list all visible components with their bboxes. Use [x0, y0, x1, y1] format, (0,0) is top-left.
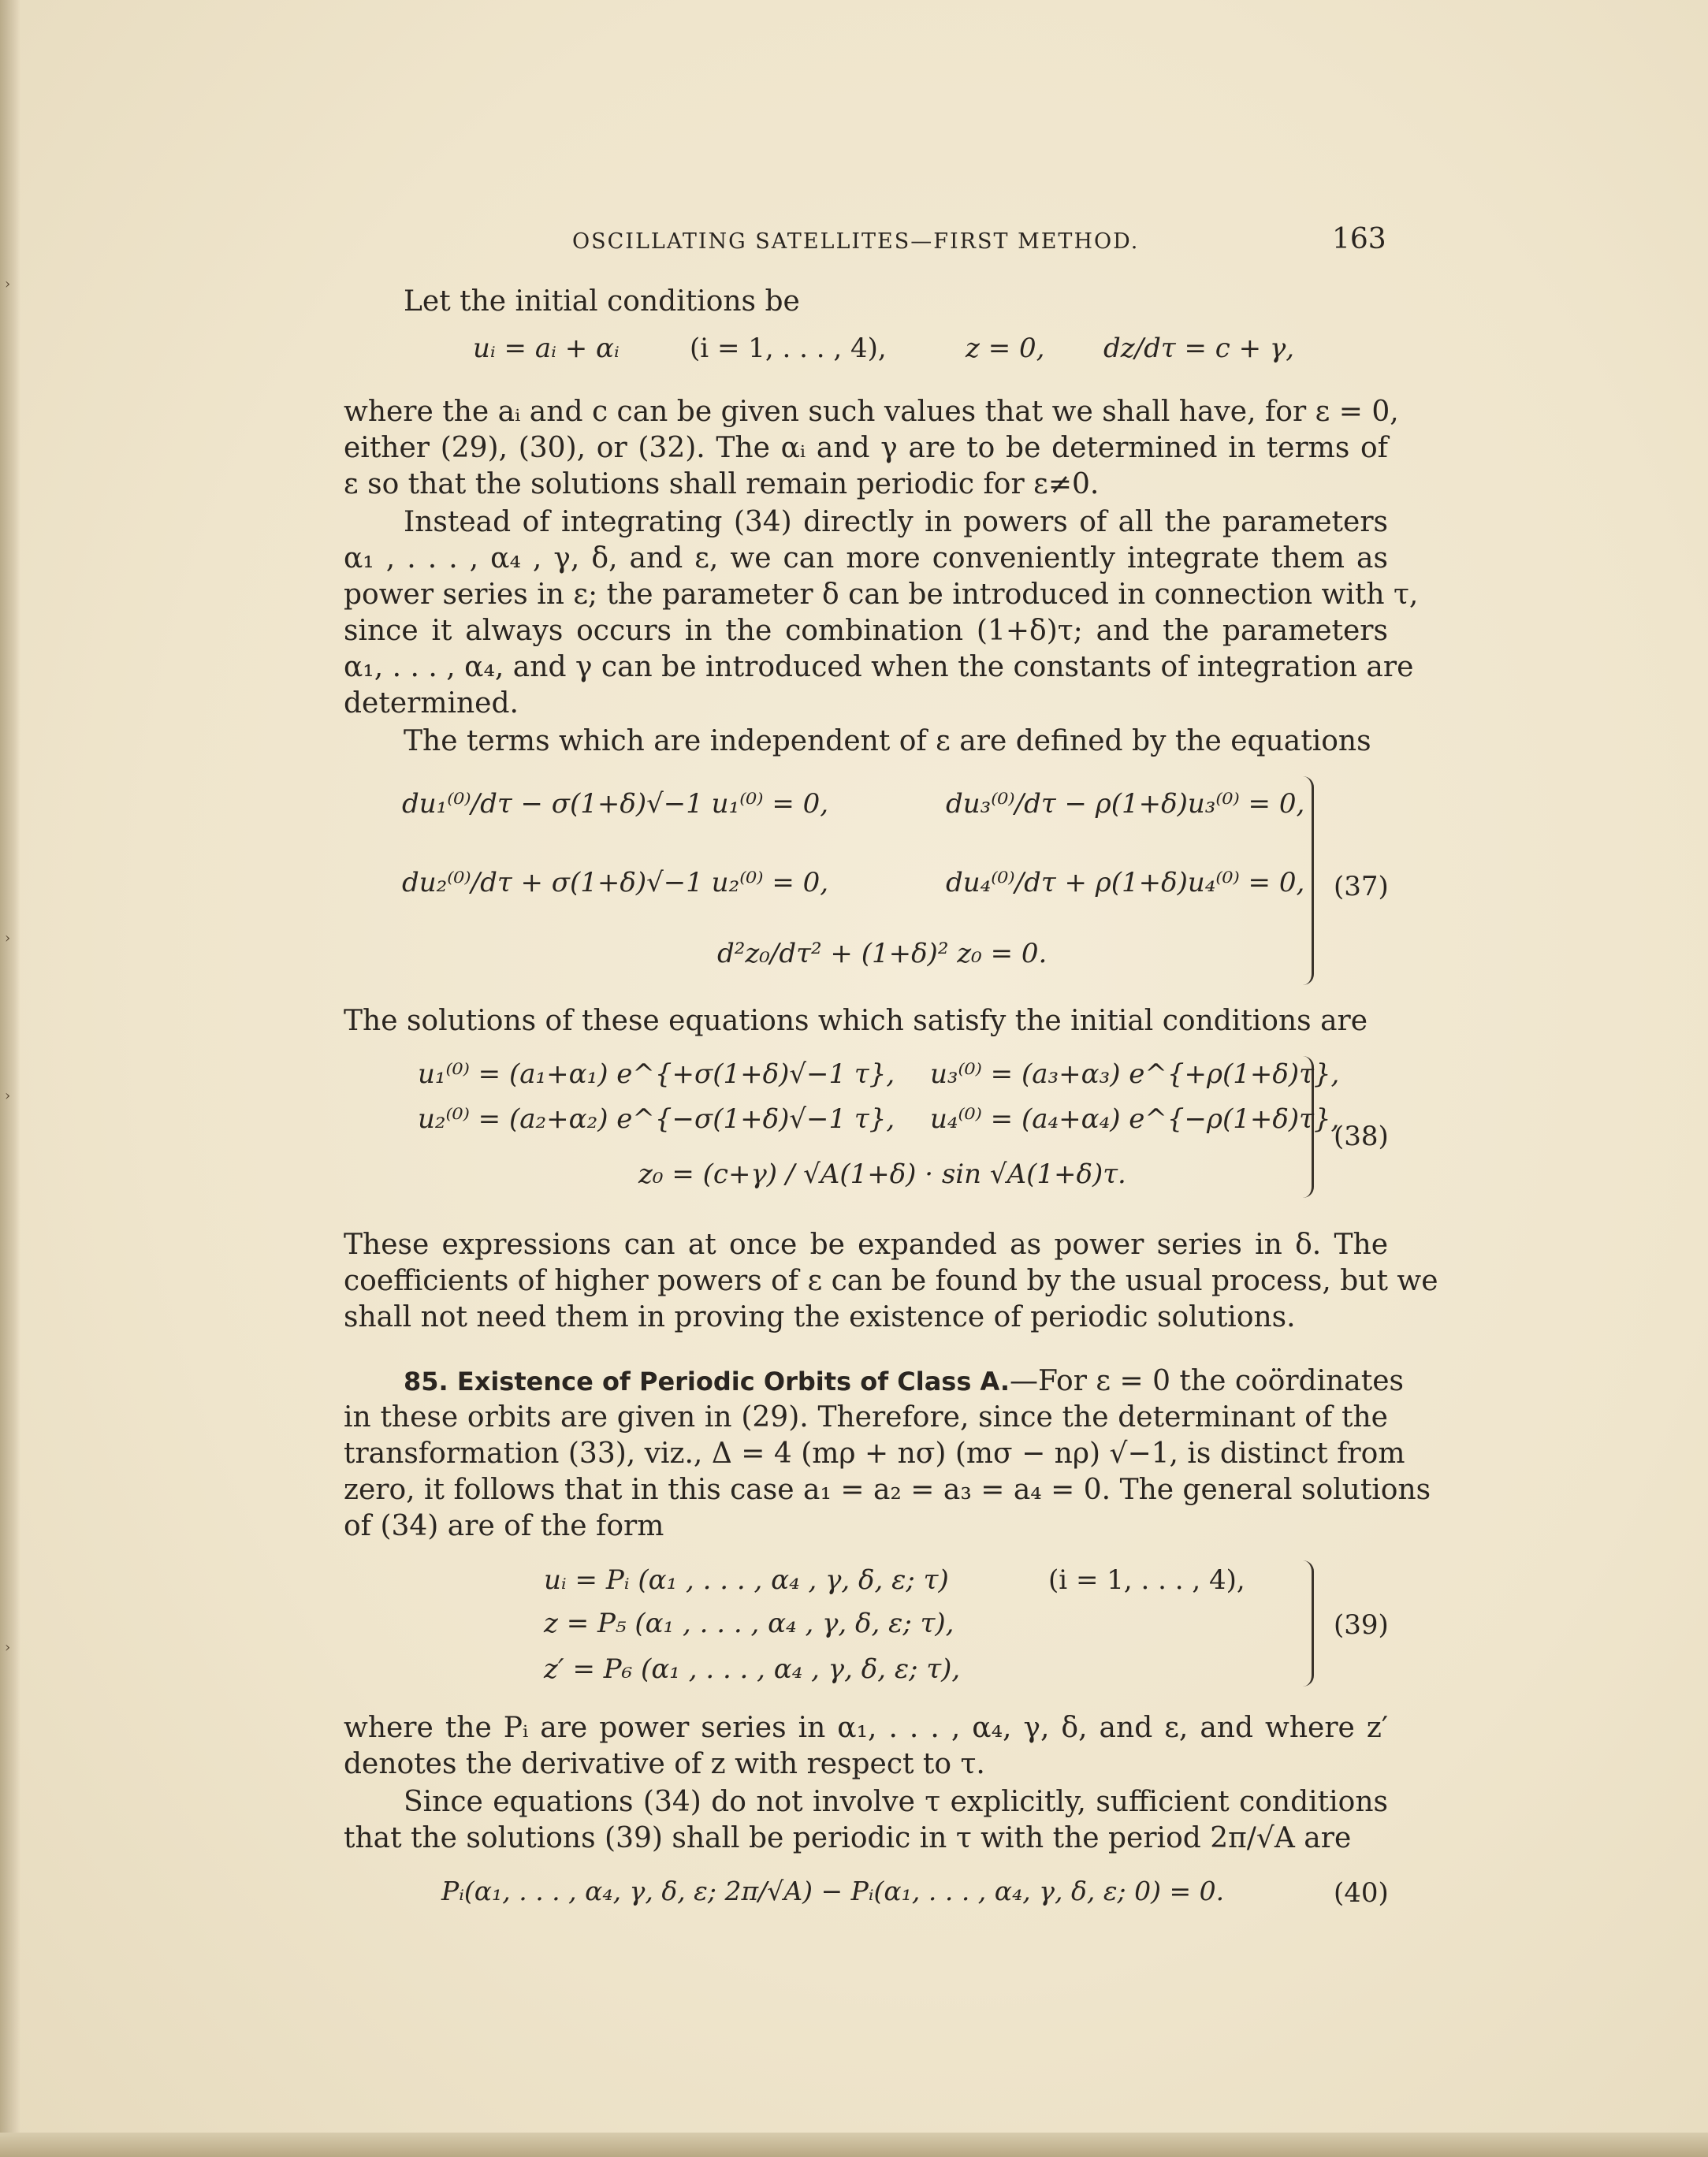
paragraph-line: power series in ε; the parameter δ can be introduced in connection with τ,: [344, 578, 1419, 611]
paragraph-line: either (29), (30), or (32). The αᵢ and γ are to be determined in terms of: [344, 432, 1388, 464]
page-number: 163: [1332, 223, 1386, 255]
paragraph-text: —For ε = 0 the coördinates: [1010, 1365, 1405, 1397]
equation-part: u₄⁽⁰⁾ = (a₄+α₄) e^{−ρ(1+δ)τ},: [930, 1103, 1340, 1135]
equation-number: (40): [1334, 1877, 1389, 1909]
paragraph-line: where the aᵢ and c can be given such values that we shall have, for ε = 0,: [344, 396, 1399, 428]
equation-number: (38): [1334, 1121, 1389, 1152]
book-spine: [0, 0, 20, 2157]
paragraph-line: coefficients of higher powers of ε can be found by the usual process, but we: [344, 1265, 1438, 1297]
paragraph-line: α₁, . . . , α₄, and γ can be introduced when the constants of integration are: [344, 651, 1414, 683]
page-header: [0, 223, 1708, 255]
paragraph-line: determined.: [344, 687, 519, 720]
equation-part: (i = 1, . . . , 4),: [690, 333, 887, 364]
equation-part: d²z₀/dτ² + (1+δ)² z₀ = 0.: [717, 938, 1047, 969]
equation-part: uᵢ = Pᵢ (α₁ , . . . , α₄ , γ, δ, ε; τ): [544, 1564, 949, 1596]
spine-mark-icon: ›: [5, 276, 11, 292]
equation-part: z = 0,: [966, 333, 1045, 364]
paragraph-line: The terms which are independent of ε are defined by the equations: [404, 725, 1371, 757]
paragraph-line: denotes the derivative of z with respect to τ.: [344, 1748, 985, 1780]
equation-part: du₁⁽⁰⁾/dτ − σ(1+δ)√−1 u₁⁽⁰⁾ = 0,: [402, 788, 829, 820]
equation-part: dz/dτ = c + γ,: [1103, 333, 1295, 364]
equation-part: u₁⁽⁰⁾ = (a₁+α₁) e^{+σ(1+δ)√−1 τ},: [418, 1058, 895, 1090]
paragraph-line: Let the initial conditions be: [404, 285, 800, 318]
paragraph-line: transformation (33), viz., Δ = 4 (mρ + nσ) (mσ − nρ) √−1, is distinct from: [344, 1437, 1405, 1470]
equation-part: u₂⁽⁰⁾ = (a₂+α₂) e^{−σ(1+δ)√−1 τ},: [418, 1103, 895, 1135]
page-bottom-edge: [0, 2133, 1708, 2157]
equation-brace: [1293, 1560, 1314, 1687]
paragraph-line: since it always occurs in the combination (1+δ)τ; and the parameters: [344, 615, 1388, 647]
equation-part: u₃⁽⁰⁾ = (a₃+α₃) e^{+ρ(1+δ)τ},: [930, 1058, 1340, 1090]
paragraph-line: in these orbits are given in (29). Therefore, since the determinant of the: [344, 1401, 1388, 1434]
equation-part: z₀ = (c+γ) / √A(1+δ) · sin √A(1+δ)τ.: [638, 1158, 1126, 1190]
equation-part: (i = 1, . . . , 4),: [1048, 1564, 1245, 1596]
equation-part: Pᵢ(α₁, . . . , α₄, γ, δ, ε; 2π/√A) − Pᵢ(α₁, . . . , α₄, γ, δ, ε; 0) = 0.: [441, 1876, 1225, 1906]
paragraph-line: ε so that the solutions shall remain periodic for ε≠0.: [344, 468, 1100, 500]
equation-part: du₄⁽⁰⁾/dτ + ρ(1+δ)u₄⁽⁰⁾ = 0,: [946, 867, 1305, 898]
paragraph-line: These expressions can at once be expanded as power series in δ. The: [344, 1229, 1388, 1261]
equation-part: uᵢ = aᵢ + αᵢ: [473, 333, 620, 364]
paragraph-line: Since equations (34) do not involve τ explicitly, sufficient conditions: [404, 1786, 1388, 1818]
equation-part: du₃⁽⁰⁾/dτ − ρ(1+δ)u₃⁽⁰⁾ = 0,: [946, 788, 1305, 820]
equation-part: du₂⁽⁰⁾/dτ + σ(1+δ)√−1 u₂⁽⁰⁾ = 0,: [402, 867, 829, 898]
running-head: OSCILLATING SATELLITES—FIRST METHOD.: [572, 229, 1140, 254]
paragraph-line: of (34) are of the form: [344, 1510, 664, 1542]
section-title: 85. Existence of Periodic Orbits of Class A.: [404, 1367, 1010, 1396]
equation-part: z = P₅ (α₁ , . . . , α₄ , γ, δ, ε; τ),: [544, 1608, 954, 1639]
equation-number: (37): [1334, 871, 1389, 902]
paragraph-line: The solutions of these equations which satisfy the initial conditions are: [344, 1005, 1368, 1037]
equation-part: z′ = P₆ (α₁ , . . . , α₄ , γ, δ, ε; τ),: [544, 1653, 961, 1685]
spine-mark-icon: ›: [5, 1088, 11, 1104]
paragraph-line: shall not need them in proving the existence of periodic solutions.: [344, 1301, 1296, 1333]
equation-number: (39): [1334, 1609, 1389, 1641]
spine-mark-icon: ›: [5, 1639, 11, 1656]
spine-mark-icon: ›: [5, 930, 11, 946]
section-line: [404, 1363, 1405, 1400]
paragraph-line: that the solutions (39) shall be periodic in τ with the period 2π/√A are: [344, 1822, 1352, 1854]
paragraph-line: α₁ , . . . , α₄ , γ, δ, and ε, we can more conveniently integrate them as: [344, 542, 1388, 575]
paragraph-line: zero, it follows that in this case a₁ = a₂ = a₃ = a₄ = 0. The general solutions: [344, 1474, 1431, 1506]
paragraph-line: Instead of integrating (34) directly in powers of all the parameters: [404, 506, 1388, 538]
paragraph-line: where the Pᵢ are power series in α₁, . . . , α₄, γ, δ, and ε, and where z′: [344, 1712, 1388, 1744]
